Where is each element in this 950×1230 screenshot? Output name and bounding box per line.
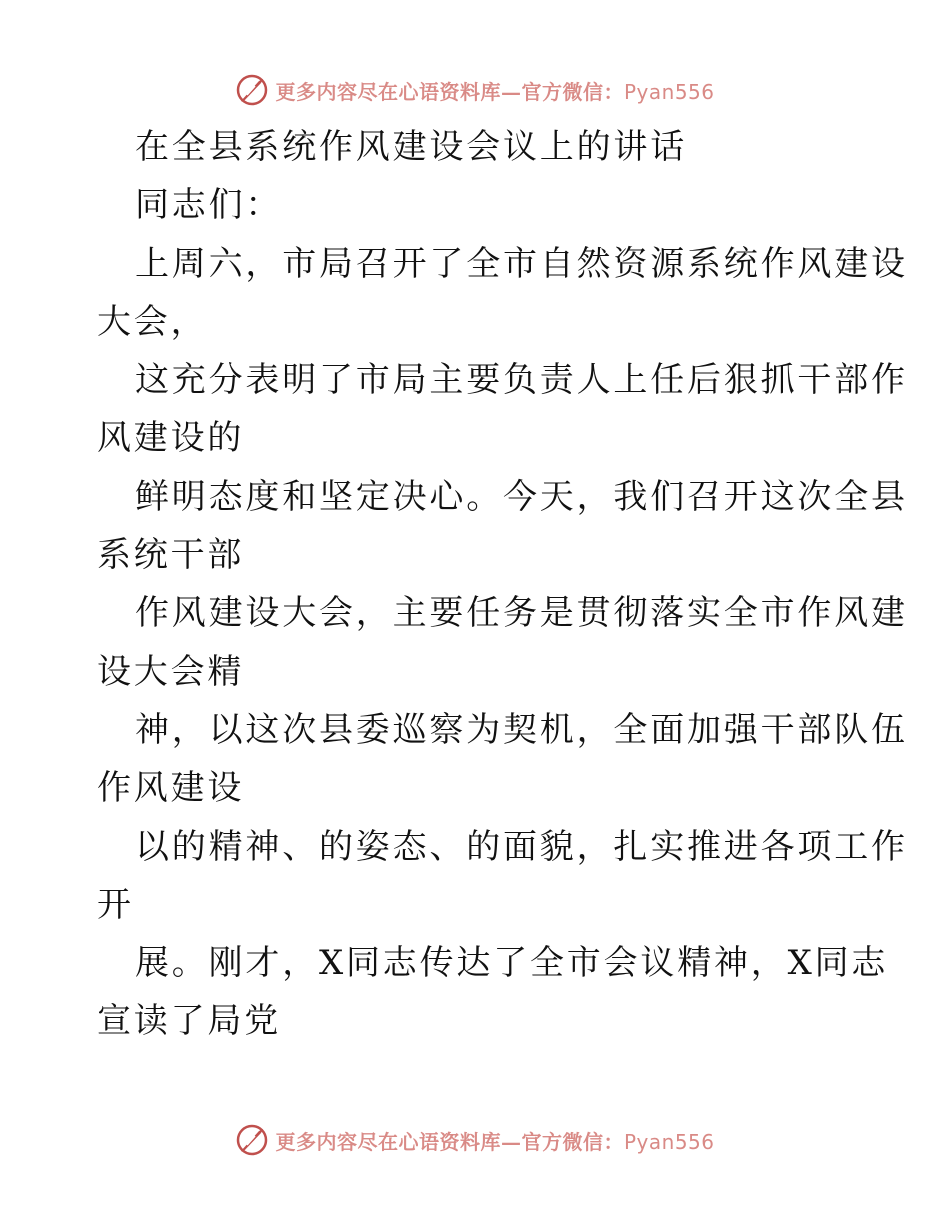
- document-title: 在全县系统作风建设会议上的讲话: [135, 127, 687, 167]
- text-line: 神，以这次县委巡察为契机，全面加强干部队伍: [135, 709, 908, 750]
- text-line: 展。刚才，X同志传达了全市会议精神，X同志: [135, 943, 889, 984]
- text-line: 风建设的: [97, 418, 245, 459]
- text-line: 开: [97, 884, 134, 925]
- watermark-text: 更多内容尽在心语资料库—官方微信：Pyan556: [275, 1129, 715, 1154]
- text-line: 鲜明态度和坚定决心。今天，我们召开这次全县: [135, 476, 908, 517]
- footer-watermark: [0, 1120, 950, 1160]
- document-body: [97, 118, 908, 1051]
- text-line: 大会，: [97, 301, 208, 342]
- text-line: 以的精神、的姿态、的面貌，扎实推进各项工作: [135, 826, 908, 867]
- watermark-text: 更多内容尽在心语资料库—官方微信：Pyan556: [275, 79, 715, 104]
- header-watermark: [0, 70, 950, 110]
- quill-pen-logo-icon: [235, 1123, 269, 1157]
- text-line: 设大会精: [97, 651, 245, 692]
- text-line: 上周六，市局召开了全市自然资源系统作风建设: [135, 243, 908, 284]
- text-line: 作风建设大会，主要任务是贯彻落实全市作风建: [135, 593, 908, 634]
- text-line: 作风建设: [97, 768, 245, 809]
- text-line: 宣读了局党: [97, 1001, 281, 1042]
- text-line: 系统干部: [97, 535, 245, 576]
- quill-pen-logo-icon: [235, 73, 269, 107]
- salutation: 同志们：: [135, 185, 283, 226]
- text-line: 这充分表明了市局主要负责人上任后狠抓干部作: [135, 360, 908, 401]
